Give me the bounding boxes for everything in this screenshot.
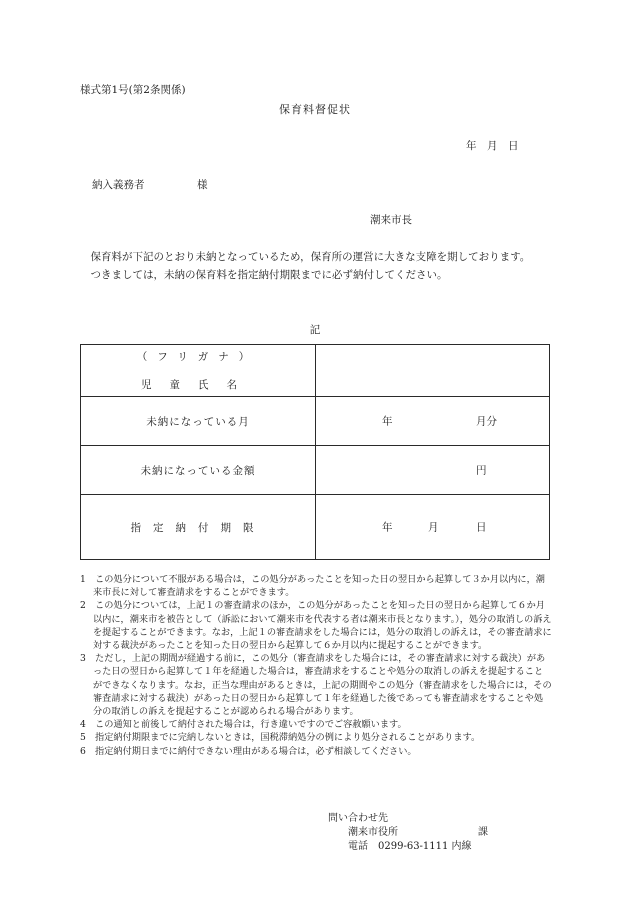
- document-title: 保育料督促状: [279, 103, 351, 116]
- ki-heading: 記: [309, 324, 321, 336]
- contact-office-line: [328, 826, 488, 840]
- detail-table: [80, 344, 550, 560]
- child-name-label: 児童氏名: [141, 378, 255, 391]
- form-number: 様式第1号(第2条関係): [80, 84, 186, 96]
- deadline-month: 月: [428, 521, 439, 534]
- unpaid-month-value: [316, 397, 550, 446]
- notice-paragraph: つきましては，未納の保育料を指定納付期限までに必ず納付してください。: [90, 269, 448, 281]
- notes-list: [80, 573, 552, 758]
- contact-phone: 電話 0299-63-1111 内線: [348, 841, 472, 852]
- unpaid-amount-unit: 円: [476, 464, 487, 477]
- furigana-label: （フリガナ）: [136, 350, 260, 363]
- unpaid-month-label: 未納になっている月: [81, 397, 316, 446]
- obligor-line: 納入義務者 様: [92, 179, 208, 191]
- unpaid-amount-value: [316, 446, 550, 495]
- table-row: [81, 495, 550, 560]
- contact-block: [328, 812, 488, 854]
- table-row: [81, 345, 550, 397]
- issuer: 潮来市長: [370, 214, 412, 226]
- deadline-label: 指定納付期限: [81, 495, 316, 560]
- notice-body: [80, 248, 552, 284]
- unpaid-month-unit: 月分: [476, 415, 497, 428]
- contact-heading: 問い合わせ先: [328, 813, 388, 824]
- child-name-label-cell: [81, 345, 316, 397]
- contact-office: 潮来市役所: [348, 827, 398, 838]
- note-item: 6 指定納付期日までに納付できない理由がある場合は，必ず相談してください。: [80, 745, 417, 757]
- deadline-day: 日: [476, 521, 487, 534]
- contact-dept-suffix: 課: [478, 827, 488, 838]
- child-name-value: [316, 345, 550, 397]
- unpaid-amount-label: 未納になっている金額: [81, 446, 316, 495]
- note-item: 5 指定納付期限までに完納しないときは，国税滞納処分の例により処分されることがあります。: [80, 732, 481, 744]
- issue-date-line: 年 月 日: [466, 140, 519, 152]
- note-item: 4 この通知と前後して納付された場合は，行き違いですのでご容赦願います。: [80, 719, 407, 731]
- note-item: 1 この処分について不服がある場合は，この処分があったことを知った日の翌日から起算して３か月以内に，潮来市長に対して審査請求をすることができます。: [80, 574, 545, 599]
- table-row: [81, 397, 550, 446]
- note-item: 2 この処分については，上記１の審査請求のほか，この処分があったことを知った日の翌日から起算して６か月以内に，潮来市を被告として（訴訟において潮来市を代表する者は潮来市長となります。），処分の取消しの訴えを提起することができます。なお，上記１の審査請求をした場合には，処分の取消しの訴えは，その審査請求に対する裁決があったことを知った日の翌日から起算して６か月以内に提起することができます。: [80, 600, 552, 652]
- table-row: [81, 446, 550, 495]
- deadline-year: 年: [382, 521, 393, 534]
- unpaid-month-year: 年: [382, 415, 393, 428]
- note-item: 3 ただし，上記の期間が経過する前に，この処分（審査請求をした場合には，その審査請求に対する裁決）があった日の翌日から起算して１年を経過した場合は，審査請求をすることや処分の取消しの訴えを提起することができなくなります。なお，正当な理由があるときは，上記の期間やこの処分（審査請求をした場合には，その審査請求に対する裁決）があった日の翌日から起算して１年を経過した後であっても審査請求をすることや処分の取消しの訴えを提起することが認められる場合があります。: [80, 653, 552, 718]
- notice-paragraph: 保育料が下記のとおり未納となっているため，保育所の運営に大きな支障を期しております。: [90, 251, 531, 263]
- deadline-value: [316, 495, 550, 560]
